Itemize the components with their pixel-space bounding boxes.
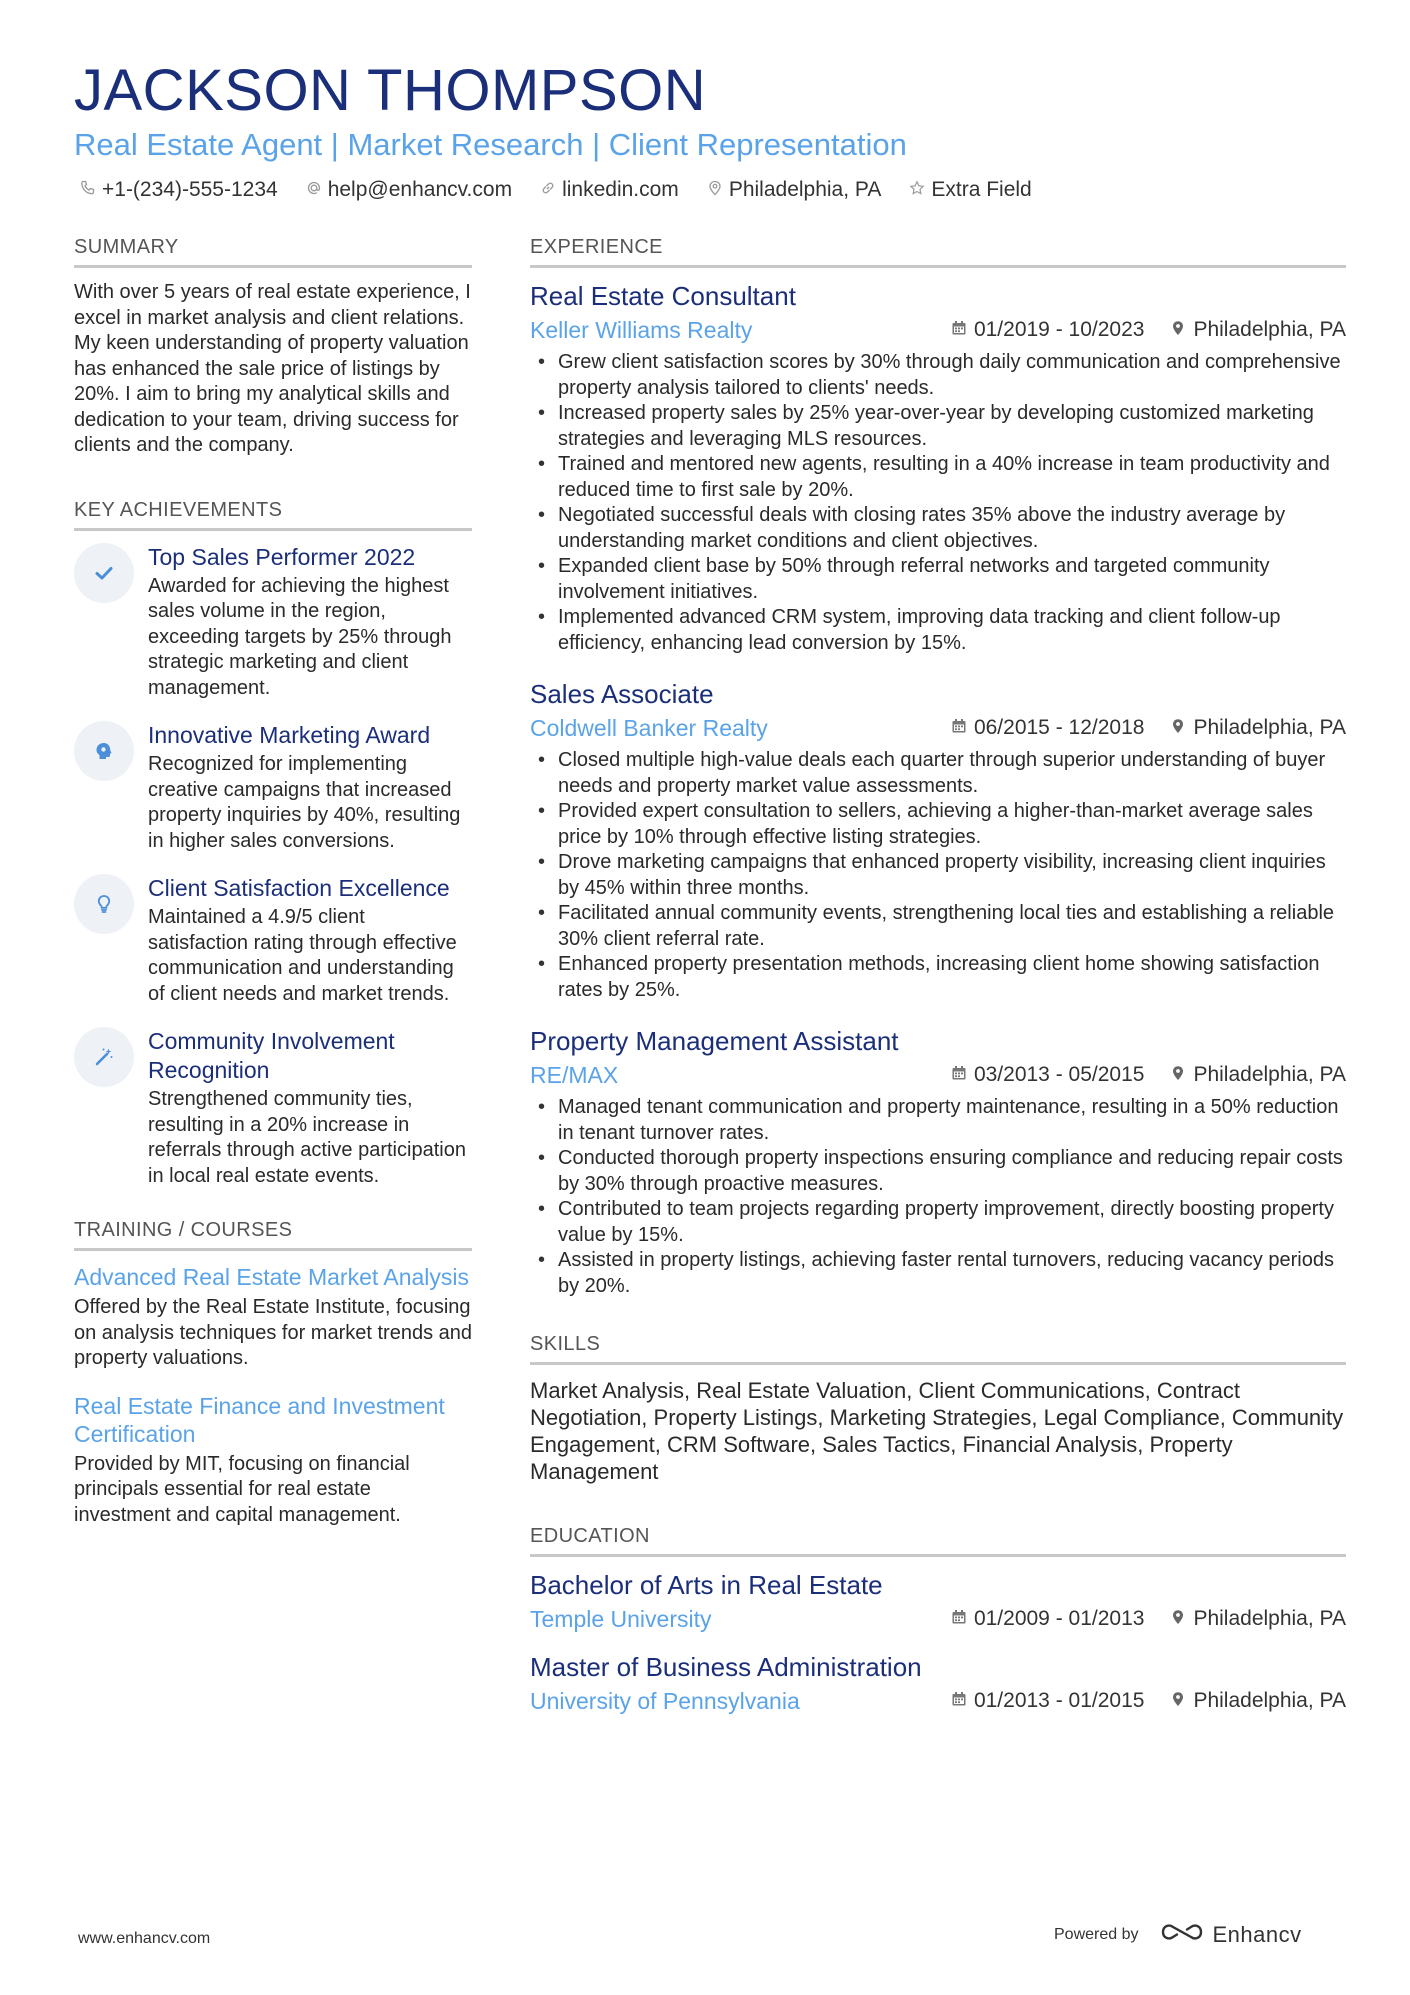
job-bullet: • Drove marketing campaigns that enhanced property visibility, increasing client inquiries by 45% within three months.: [530, 850, 1346, 901]
location-text: Philadelphia, PA: [728, 178, 882, 201]
degree-title: Bachelor of Arts in Real Estate: [530, 1570, 883, 1600]
company-name: RE/MAX: [530, 1062, 619, 1088]
calendar-icon: [951, 1063, 967, 1087]
job-bullet: • Expanded client base by 50% through referral networks and targeted community involvement initiatives.: [530, 554, 1346, 605]
training-heading: TRAINING / COURSES: [74, 1219, 472, 1251]
location-pin-icon: [1170, 318, 1186, 342]
achievement-item: [74, 1027, 472, 1189]
education-location: Philadelphia, PA: [1193, 1689, 1346, 1712]
linkedin-text: linkedin.com: [562, 178, 679, 201]
achievements-list: [74, 543, 472, 1190]
job-dates: 06/2015 - 12/2018: [973, 716, 1145, 739]
magic-wand-icon: [74, 1027, 134, 1087]
job-entry: [530, 678, 1346, 1003]
phone-icon: [80, 178, 96, 202]
achievement-desc: Recognized for implementing creative campaigns that increased property inquiries by 40%, resulting in higher sales conversions.: [148, 753, 461, 852]
course-title: Advanced Real Estate Market Analysis: [74, 1264, 470, 1290]
achievement-item: [74, 874, 472, 1007]
job-bullet: • Negotiated successful deals with closing rates 35% above the industry average by understanding market conditions and client objectives.: [530, 503, 1346, 554]
achievement-item: [74, 721, 472, 854]
company-name: Keller Williams Realty: [530, 317, 753, 343]
location-pin-icon: [707, 178, 723, 202]
job-bullet: • Enhanced property presentation methods, increasing client home showing satisfaction rates by 25%.: [530, 952, 1346, 1003]
job-bullet: • Conducted thorough property inspections ensuring compliance and reducing repair costs by 30% through proactive measures.: [530, 1146, 1346, 1197]
skills-text: Market Analysis, Real Estate Valuation, Client Communications, Contract Negotiation, Property Listings, Marketing Strategies, Legal Compliance, Community Engagement, CRM Software, Sales Tactics, Financial Analysis, Property Management: [530, 1378, 1344, 1484]
job-bullet: • Facilitated annual community events, strengthening local ties and establishing a reliable 30% client referral rate.: [530, 901, 1346, 952]
job-bullet: • Implemented advanced CRM system, improving data tracking and client follow-up efficiency, enhancing lead conversion by 15%.: [530, 605, 1346, 656]
course-item: [74, 1392, 472, 1529]
location-pin-icon: [1170, 1689, 1186, 1713]
job-location: Philadelphia, PA: [1193, 1063, 1346, 1086]
job-bullet: • Trained and mentored new agents, resulting in a 40% increase in team productivity and reduced time to first sale by 20%.: [530, 452, 1346, 503]
job-title: Property Management Assistant: [530, 1026, 899, 1056]
course-desc: Provided by MIT, focusing on financial principals essential for real estate investment and capital management.: [74, 1452, 410, 1526]
calendar-icon: [951, 716, 967, 740]
brain-icon: [74, 721, 134, 781]
course-title: Real Estate Finance and Investment Certification: [74, 1392, 445, 1447]
education-dates: 01/2009 - 01/2013: [973, 1607, 1145, 1630]
job-bullet: • Contributed to team projects regarding property improvement, directly boosting property value by 15%.: [530, 1197, 1346, 1248]
job-dates: 01/2019 - 10/2023: [973, 318, 1145, 341]
email-text: help@enhancv.com: [327, 178, 513, 201]
achievement-title: Client Satisfaction Excellence: [148, 875, 450, 901]
left-column: [74, 236, 472, 1548]
enhancv-logo[interactable]: [1159, 1920, 1302, 1950]
achievement-item: [74, 543, 472, 702]
course-item: [74, 1263, 472, 1372]
location-pin-icon: [1170, 1063, 1186, 1087]
school-name: University of Pennsylvania: [530, 1688, 800, 1714]
job-bullet: • Increased property sales by 25% year-over-year by developing customized marketing strategies and leveraging MLS resources.: [530, 401, 1346, 452]
skills-heading: SKILLS: [530, 1333, 1346, 1365]
job-location: Philadelphia, PA: [1193, 716, 1346, 739]
at-icon: [306, 178, 322, 202]
link-icon: [540, 178, 556, 202]
education-heading: EDUCATION: [530, 1525, 1346, 1557]
job-title: Sales Associate: [530, 679, 714, 709]
job-title: Real Estate Consultant: [530, 281, 796, 311]
job-bullets: [530, 748, 1346, 1003]
achievement-desc: Maintained a 4.9/5 client satisfaction rating through effective communication and understanding of client needs and market trends.: [148, 906, 457, 1005]
achievement-desc: Strengthened community ties, resulting in a 20% increase in referrals through active participation in local real estate events.: [148, 1088, 466, 1187]
job-dates: 03/2013 - 05/2015: [973, 1063, 1145, 1086]
calendar-icon: [951, 318, 967, 342]
contact-linkedin[interactable]: [540, 178, 679, 202]
job-location: Philadelphia, PA: [1193, 318, 1346, 341]
job-bullets: [530, 350, 1346, 656]
achievement-title: Community Involvement Recognition: [148, 1028, 395, 1083]
check-icon: [74, 543, 134, 603]
education-entry: [530, 1651, 1346, 1715]
phone-text: +1-(234)-555-1234: [102, 178, 278, 201]
degree-title: Master of Business Administration: [530, 1652, 922, 1682]
candidate-subtitle: Real Estate Agent | Market Research | Client Representation: [74, 127, 907, 162]
achievement-desc: Awarded for achieving the highest sales volume in the region, exceeding targets by 25% through strategic marketing and client management.: [148, 574, 452, 699]
education-entry: [530, 1569, 1346, 1633]
course-desc: Offered by the Real Estate Institute, focusing on analysis techniques for market trends and property valuations.: [74, 1296, 472, 1369]
star-icon: [909, 178, 925, 202]
job-bullet: • Provided expert consultation to sellers, achieving a higher-than-market average sales price by 10% through effective listing strategies.: [530, 799, 1346, 850]
school-name: Temple University: [530, 1606, 712, 1632]
contact-email[interactable]: [306, 178, 512, 202]
calendar-icon: [951, 1607, 967, 1631]
calendar-icon: [951, 1689, 967, 1713]
education-location: Philadelphia, PA: [1193, 1607, 1346, 1630]
experience-heading: EXPERIENCE: [530, 236, 1346, 268]
footer-branding: [1054, 1920, 1302, 1950]
extra-text: Extra Field: [931, 178, 1032, 201]
job-entry: [530, 280, 1346, 656]
brand-name: Enhancv: [1212, 1922, 1302, 1947]
infinity-logo-icon: [1159, 1920, 1205, 1950]
job-bullet: • Managed tenant communication and property maintenance, resulting in a 50% reduction in tenant turnover rates.: [530, 1095, 1346, 1146]
job-entry: [530, 1025, 1346, 1299]
location-pin-icon: [1170, 1607, 1186, 1631]
job-bullets: [530, 1095, 1346, 1299]
job-bullet: • Closed multiple high-value deals each quarter through superior understanding of buyer needs and property market value assessments.: [530, 748, 1346, 799]
candidate-name: JACKSON THOMPSON: [74, 58, 707, 123]
education-dates: 01/2013 - 01/2015: [973, 1689, 1145, 1712]
footer-website[interactable]: www.enhancv.com: [78, 1930, 211, 1947]
achievements-heading: KEY ACHIEVEMENTS: [74, 499, 472, 531]
location-pin-icon: [1170, 716, 1186, 740]
summary-text: With over 5 years of real estate experience, I excel in market analysis and client relations. My keen understanding of property valuation has enhanced the sale price of listings by 20%. I aim to bring my analytical skills and dedication to your team, driving success for clients and the company.: [74, 281, 471, 456]
contact-location: [707, 178, 882, 202]
contact-bar: [80, 178, 1032, 202]
powered-by-text: Powered by: [1054, 1926, 1139, 1943]
summary-heading: SUMMARY: [74, 236, 472, 268]
job-bullet: • Assisted in property listings, achieving faster rental turnovers, reducing vacancy periods by 20%.: [530, 1248, 1346, 1299]
achievement-title: Top Sales Performer 2022: [148, 543, 416, 570]
job-bullet: • Grew client satisfaction scores by 30% through daily communication and comprehensive property analysis tailored to clients' needs.: [530, 350, 1346, 401]
contact-phone: [80, 178, 278, 202]
achievement-title: Innovative Marketing Award: [148, 722, 431, 748]
contact-extra: [909, 178, 1031, 202]
lightbulb-icon: [74, 874, 134, 934]
right-column: [530, 236, 1346, 1733]
training-list: [74, 1263, 472, 1528]
company-name: Coldwell Banker Realty: [530, 715, 768, 741]
